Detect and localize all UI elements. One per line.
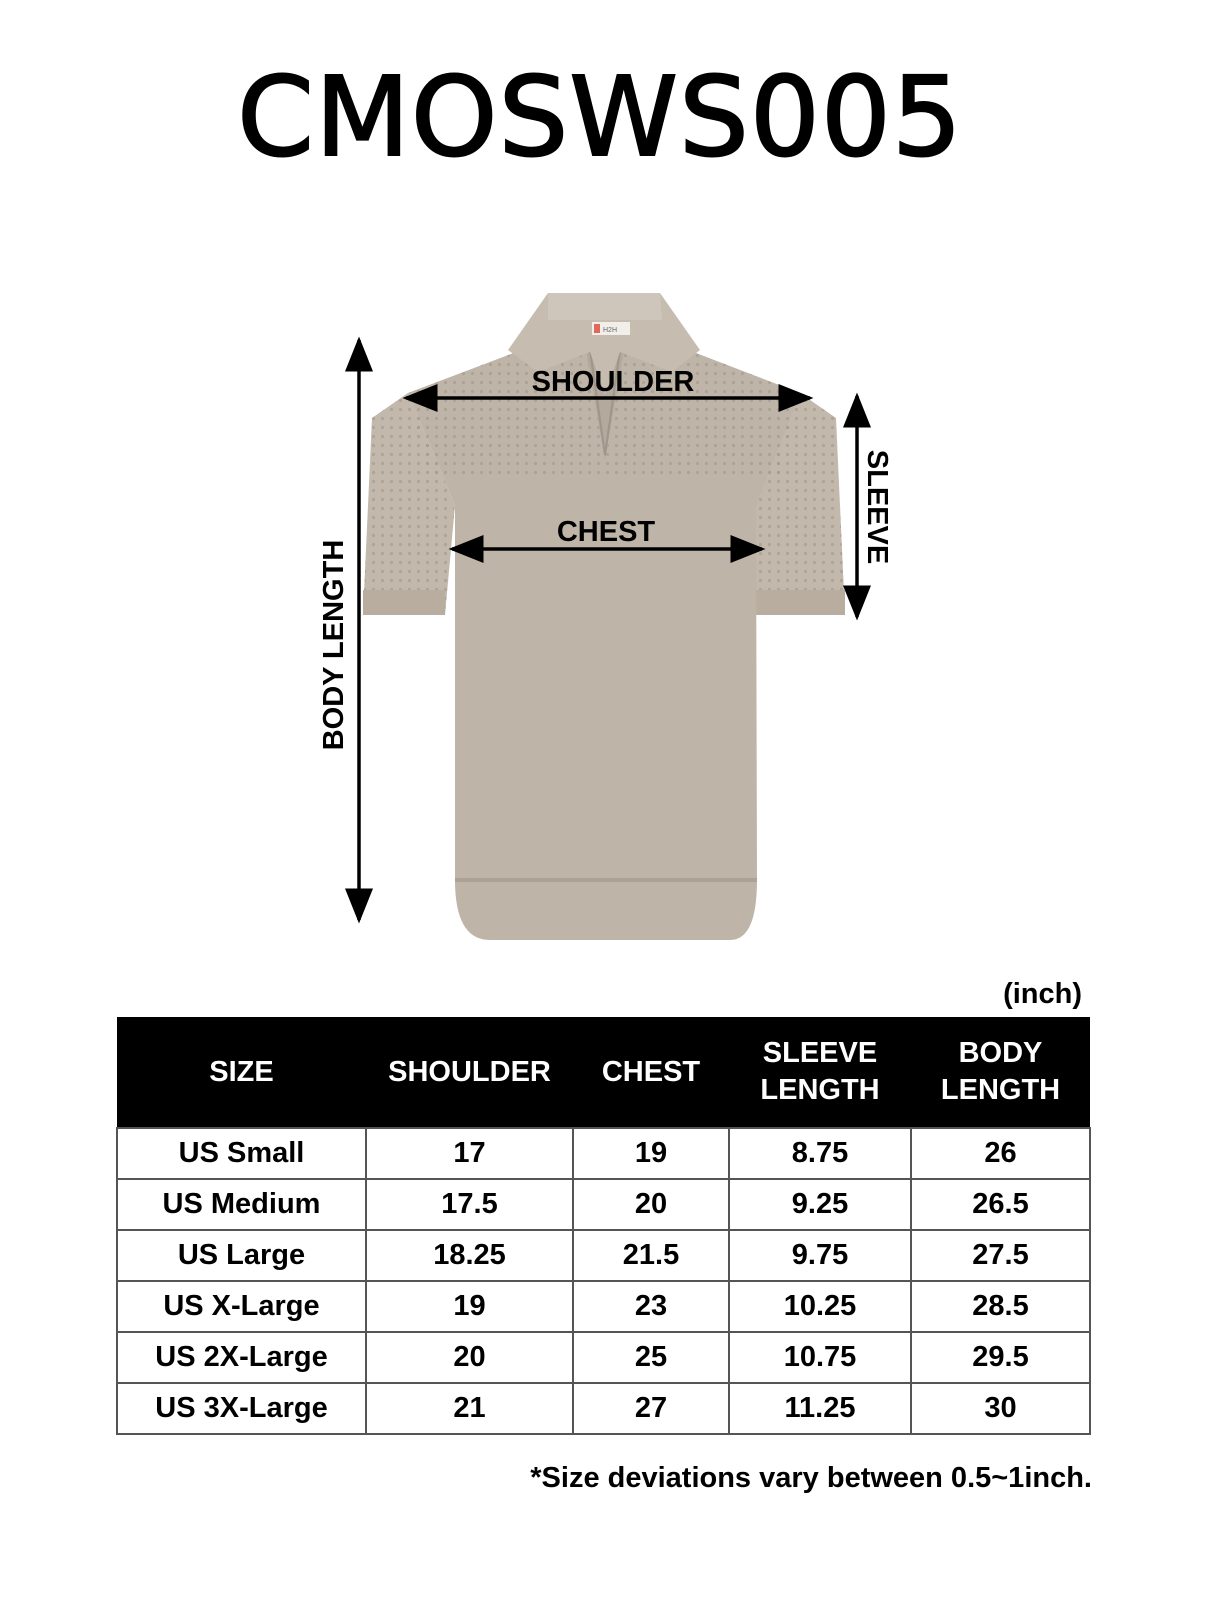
table-row [117,1383,1090,1434]
size-cell: US Large [117,1230,366,1281]
size-cell: US Medium [117,1179,366,1230]
body-length-cell: 30 [911,1383,1090,1434]
body-length-cell: 29.5 [911,1332,1090,1383]
unit-label: (inch) [1003,978,1082,1010]
table-row [117,1230,1090,1281]
body-length-cell: 28.5 [911,1281,1090,1332]
chest-cell: 20 [573,1179,729,1230]
header-size: SIZE [117,1017,366,1128]
chest-cell: 19 [573,1128,729,1179]
table-row [117,1332,1090,1383]
header-chest: CHEST [573,1017,729,1128]
chest-cell: 27 [573,1383,729,1434]
sleeve-length-cell: 8.75 [729,1128,911,1179]
sleeve-length-cell: 10.75 [729,1332,911,1383]
header-body-length: BODY LENGTH [911,1017,1090,1128]
size-cell: US Small [117,1128,366,1179]
table-header-row [117,1017,1090,1128]
sleeve-length-cell: 10.25 [729,1281,911,1332]
chest-label: CHEST [556,516,656,548]
shoulder-cell: 19 [366,1281,573,1332]
body-length-cell: 27.5 [911,1230,1090,1281]
shoulder-cell: 17 [366,1128,573,1179]
size-deviation-note: *Size deviations vary between 0.5~1inch. [530,1462,1092,1494]
table-row [117,1281,1090,1332]
header-sleeve-length: SLEEVE LENGTH [729,1017,911,1128]
size-cell: US 2X-Large [117,1332,366,1383]
shoulder-cell: 21 [366,1383,573,1434]
size-cell: US 3X-Large [117,1383,366,1434]
product-code-title: CMOSWS005 [237,53,963,181]
shoulder-cell: 18.25 [366,1230,573,1281]
header-shoulder: SHOULDER [366,1017,573,1128]
chest-cell: 23 [573,1281,729,1332]
sleeve-length-cell: 11.25 [729,1383,911,1434]
shoulder-cell: 20 [366,1332,573,1383]
body-length-label: BODY LENGTH [318,539,350,751]
size-cell: US X-Large [117,1281,366,1332]
size-chart-table [116,1017,1091,1435]
shoulder-cell: 17.5 [366,1179,573,1230]
sleeve-length-cell: 9.25 [729,1179,911,1230]
body-length-cell: 26.5 [911,1179,1090,1230]
table-row [117,1179,1090,1230]
neck-tag-text: H2H [603,327,618,334]
sleeve-length-cell: 9.75 [729,1230,911,1281]
chest-cell: 21.5 [573,1230,729,1281]
shoulder-label: SHOULDER [531,366,695,398]
body-length-cell: 26 [911,1128,1090,1179]
table-row [117,1128,1090,1179]
chest-cell: 25 [573,1332,729,1383]
sleeve-label: SLEEVE [861,449,893,565]
